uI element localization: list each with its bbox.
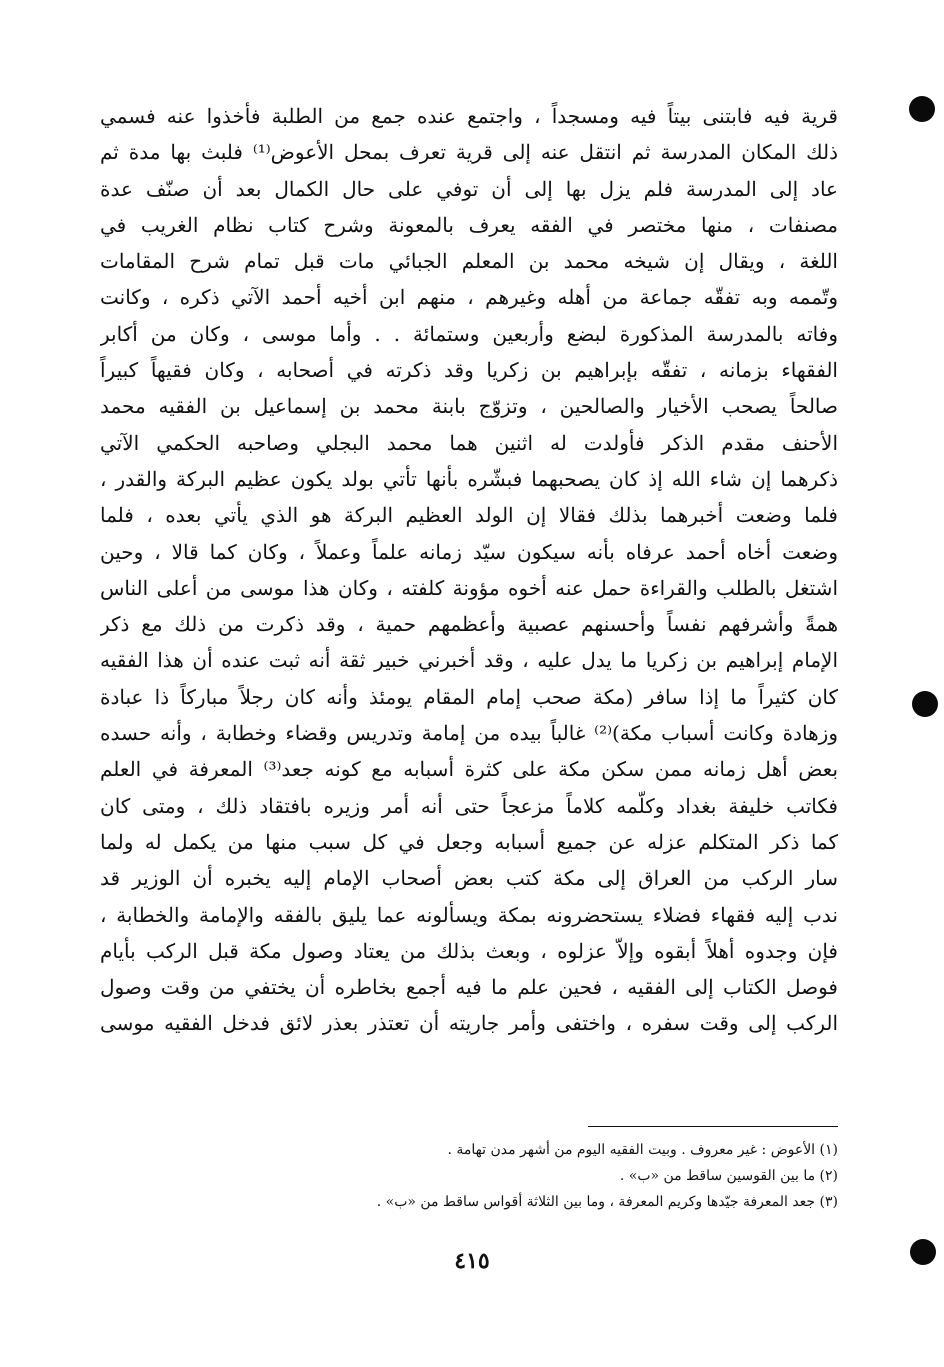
text-line: وزهادة وكانت أسباب مكة)⁽²⁾ غالباً بيده من إمامة وتدريس وقضاء وخطابة ، وأنه حسده	[100, 721, 838, 746]
text-line: الفقهاء بزمانه ، تفقّه بإبراهيم بن زكريا وقد ذكرته في أصحابه ، وكان فقيهاً كبيراً	[100, 358, 838, 383]
binder-hole-top	[909, 96, 935, 122]
text-line: الركب إلى وقت سفره ، واختفى وأمر جاريته أن تعتذر بعذر لائق فدخل الفقيه موسى	[100, 1011, 838, 1036]
text-line: اللغة ، ويقال إن شيخه محمد بن المعلم الجبائي مات قبل تمام شرح المقامات	[100, 249, 838, 274]
text-line: الأحنف مقدم الذكر فأولدت له اثنين هما محمد البجلي وصاحبه الحكمي الآتي	[100, 430, 838, 455]
text-line: وتّممه وبه تفقّه جماعة من أهله وغيرهم ، منهم ابن أخيه أحمد الآتي ذكره ، وكانت	[100, 285, 838, 310]
text-line: عاد إلى المدرسة فلم يزل بها إلى أن توفي على حال الكمال بعد أن صنّف عدة	[100, 176, 838, 201]
footnote-1: (١) الأعوض : غير معروف . وبيت الفقيه اليوم من أشهر مدن تهامة .	[447, 1142, 838, 1158]
footnote-3: (٣) جعد المعرفة جيّدها وكريم المعرفة ، وما بين الثلاثة أقواس ساقط من «ب» .	[376, 1194, 838, 1210]
page-number: ٤١٥	[454, 1248, 490, 1274]
footnotes	[300, 1137, 838, 1215]
text-line: ذكرهما إن شاء الله إذ كان يصحبهما فبشّره بأنها تأتي بولد يكون عظيم البركة والقدر ،	[100, 466, 838, 491]
text-line: كان كثيراً ما إذا سافر (مكة صحب إمام المقام يومئذ وأنه كان رجلاً مباركاً ذا عبادة	[100, 684, 838, 709]
text-line: ذلك المكان المدرسة ثم انتقل عنه إلى قرية تعرف بمحل الأعوض⁽¹⁾ فلبث بها مدة ثم	[100, 140, 838, 165]
binder-hole-bottom	[910, 1239, 936, 1265]
text-line: فإن وجدوه أهلاً أبقوه وإلاّ عزلوه ، وبعث بذلك من يعتاد وصول مكة قبل الركب بأيام	[100, 938, 838, 963]
main-text	[100, 98, 838, 1042]
text-line: مصنفات ، منها مختصر في الفقه يعرف بالمعونة وشرح كتاب نظام الغريب في	[100, 212, 838, 237]
text-line: ندب إليه فقهاء فضلاء يستحضرونه بمكة ويسألونه عما يليق بالفقه والإمامة والخطابة ،	[100, 902, 838, 927]
text-line: همةً وأشرفهم نفساً وأحسنهم عصبية وأعظمهم حمية ، وقد ذكرت من ذلك مع ذكر	[100, 612, 838, 637]
text-line: كما ذكر المتكلم عزله عن جميع أسبابه وجعل في كل سبب منها من يكمل له ولما	[100, 829, 838, 854]
binder-hole-middle	[912, 691, 938, 717]
text-line: صالحاً يصحب الأخيار والصالحين ، وتزوّج بابنة محمد بن إسماعيل بن الفقيه محمد	[100, 394, 838, 419]
text-line: فلما وضعت أخبرهما بذلك فقالا إن الولد العظيم البركة هو الذي يأتي بعده ، فلما	[100, 503, 838, 528]
text-line: فوصل الكتاب إلى الفقيه ، فحين علم ما فيه أجمع بخاطره أن يختفي من وقت وصول	[100, 975, 838, 1000]
text-line: وفاته بالمدرسة المذكورة لبضع وأربعين وستمائة . . وأما موسى ، وكان من أكابر	[100, 321, 838, 346]
text-line: الإمام إبراهيم بن زكريا ما يدل عليه ، وقد أخبرني خبير ثقة أنه ثبت عنده أن هذا الفقيه	[100, 648, 838, 673]
text-line: سار الركب من العراق إلى مكة كتب بعض أصحاب الإمام إليه يخبره أن الوزير قد	[100, 866, 838, 891]
text-line: فكاتب خليفة بغداد وكلّمه كلاماً مزعجاً حتى أنه أمر وزيره بافتقاد ذلك ، ومتى كان	[100, 793, 838, 818]
footnote-divider	[588, 1126, 838, 1127]
text-line: قرية فيه فابتنى بيتاً فيه ومسجداً ، واجتمع عنده جمع من الطلبة فأخذوا عنه فسمي	[100, 104, 838, 128]
text-line: اشتغل بالطلب والقراءة حمل عنه أخوه مؤونة كلفته ، وكان هذا موسى من أعلى الناس	[100, 575, 838, 600]
text-line: بعض أهل زمانه ممن سكن مكة على كثرة أسبابه مع كونه جعد⁽³⁾ المعرفة في العلم	[100, 757, 838, 782]
footnote-2: (٢) ما بين القوسين ساقط من «ب» .	[619, 1168, 838, 1184]
text-line: وضعت أخاه أحمد عرفاه بأنه سيكون سيّد زمانه علماً وعملاً ، وكان كما قالا ، وحين	[100, 539, 838, 564]
